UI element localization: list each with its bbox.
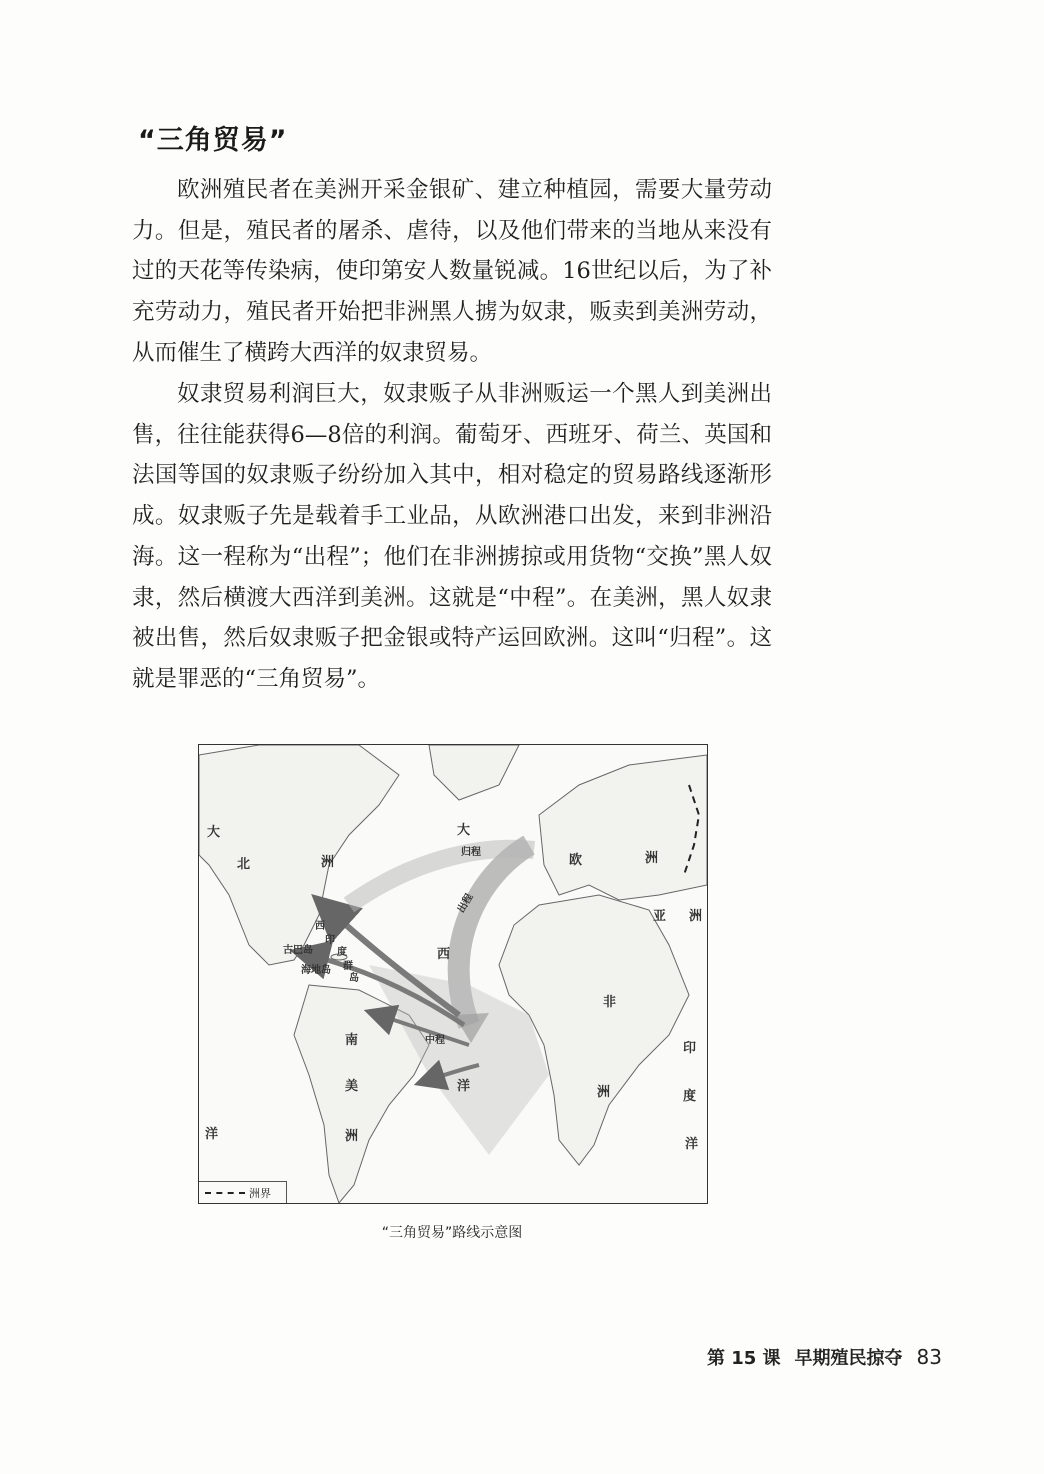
label-middle-passage: 中程 [425,1035,445,1046]
label-hispaniola: 海地岛 [301,965,331,976]
label-du-indies: 度 [337,947,347,958]
label-ya: 亚 [653,909,667,924]
section-title: “三角贸易” [138,125,288,156]
label-outbound-leg: 出程 [455,892,476,915]
label-xi-ocean: 西 [437,947,451,962]
label-yang-right: 洋 [685,1137,699,1152]
footer-lesson-number: 第 15 课 [706,1348,781,1369]
paragraph-triangle-trade: 奴隶贸易利润巨大，奴隶贩子从非洲贩运一个黑人到美洲出售，往往能获得6—8倍的利润。葡萄牙、西班牙、荷兰、英国和法国等国的奴隶贩子纷纷加入其中，相对稳定的贸易路线逐渐形成。奴隶贩子先是载着手工业品，从欧洲港口出发，来到非洲沿海。这一程称为“出程”；他们在非洲掳掠或用货物“交换”黑人奴隶，然后横渡大西洋到美洲。这就是“中程”。在美洲，黑人奴隶被出售，然后奴隶贩子把金银或特产运回欧洲。这叫“归程”。这就是罪恶的“三角贸易”。 [132,381,772,692]
label-fei: 非 [603,995,617,1010]
label-da-mid: 大 [457,823,471,838]
paragraph-labor: 欧洲殖民者在美洲开采金银矿、建立种植园，需要大量劳动力。但是，殖民者的屠杀、虐待，以及他们带来的当地从来没有过的天花等传染病，使印第安人数量锐减。16世纪以后，为了补充劳动力，殖民者开始把非洲黑人掳为奴隶，贩卖到美洲劳动，从而催生了横跨大西洋的奴隶贸易。 [132,177,772,366]
label-zhou-eu: 洲 [645,851,659,866]
label-nan: 南 [345,1033,359,1048]
legend-label: 洲界 [249,1186,271,1200]
footer-lesson-title: 早期殖民掠夺 [794,1348,903,1369]
label-zhou-sa: 洲 [345,1129,359,1144]
triangle-trade-map [198,744,708,1204]
label-yang-left: 洋 [205,1127,219,1142]
label-ou: 欧 [569,853,583,868]
page-footer [707,1344,942,1370]
north-america-landmass [199,745,399,965]
page-number: 83 [916,1345,942,1369]
label-zhou-af: 洲 [597,1085,611,1100]
label-dao-indies: 岛 [349,973,359,984]
label-bei: 北 [237,857,251,872]
label-mei: 美 [345,1079,359,1094]
label-yin-indies: 印 [325,935,335,946]
label-xi-indies: 西 [315,921,325,932]
label-return-leg: 归程 [461,847,481,858]
map-legend [199,1181,287,1203]
map-drawing [199,745,707,1203]
label-qun-indies: 群 [343,961,353,972]
europe-landmass [539,755,707,900]
label-du-ocean: 度 [683,1089,697,1104]
label-da-left: 大 [207,825,221,840]
map-caption: “三角贸易”路线示意图 [381,1225,523,1241]
legend-dash-symbol [205,1192,245,1194]
greenland-landmass [429,745,519,800]
label-zhou-as: 洲 [689,909,703,924]
label-yin-ocean: 印 [683,1041,697,1056]
label-yang-mid: 洋 [457,1079,471,1094]
label-cuba: 古巴岛 [283,945,313,956]
label-zhou-na: 洲 [321,855,335,870]
